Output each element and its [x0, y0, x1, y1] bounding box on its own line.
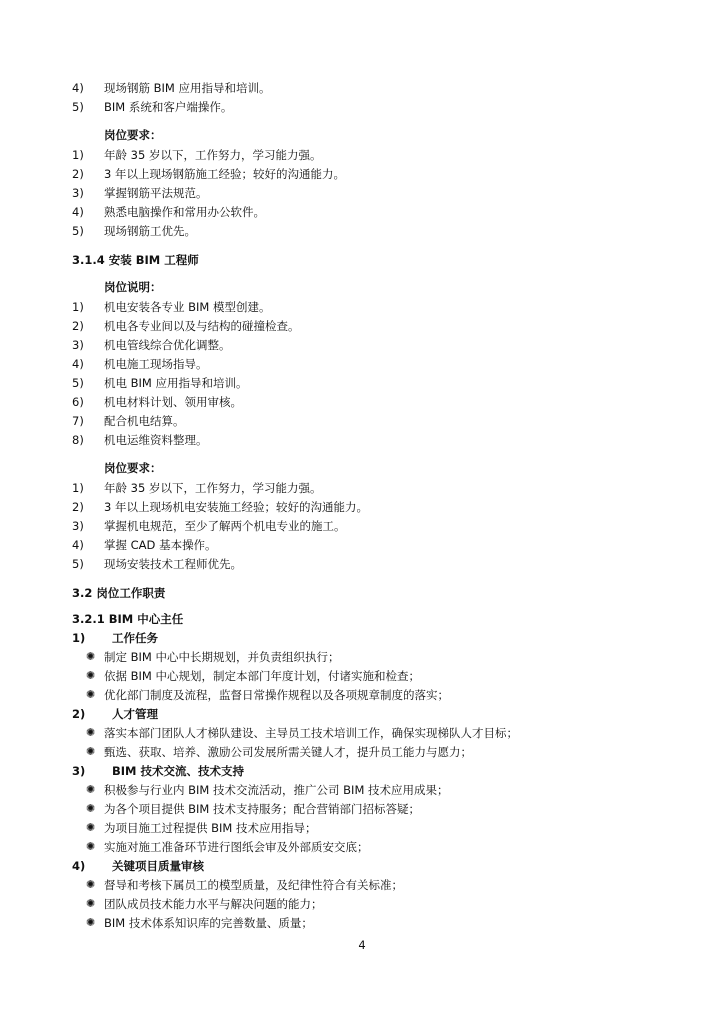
list-text: 掌握机电规范，至少了解两个机电专业的施工。: [104, 519, 346, 533]
bullet-icon: ✺: [86, 916, 96, 929]
list-text: 机电 BIM 应用指导和培训。: [104, 376, 248, 390]
group-title: BIM 技术交流、技术支持: [112, 764, 244, 778]
bullet-icon: ✺: [86, 669, 96, 682]
bullet-icon: ✺: [86, 688, 96, 701]
bullet-icon: ✺: [86, 878, 96, 891]
list-text: 现场钢筋 BIM 应用指导和培训。: [104, 81, 271, 95]
list-number: 5): [72, 557, 84, 571]
list-text: 掌握钢筋平法规范。: [104, 186, 208, 200]
list-number: 1): [72, 300, 84, 314]
bullet-icon: ✺: [86, 802, 96, 815]
list-text: 年龄 35 岁以下，工作努力，学习能力强。: [104, 481, 322, 495]
bullet-text: BIM 技术体系知识库的完善数量、质量；: [104, 916, 313, 930]
bullet-text: 团队成员技术能力水平与解决问题的能力；: [104, 897, 323, 911]
bullet-icon: ✺: [86, 726, 96, 739]
list-text: 年龄 35 岁以下，工作努力，学习能力强。: [104, 148, 322, 162]
requirements-label: 岗位要求：: [104, 128, 162, 142]
list-number: 2): [72, 167, 84, 181]
description-label: 岗位说明：: [104, 280, 162, 294]
group-number: 3): [72, 764, 86, 778]
list-text: 现场安装技术工程师优先。: [104, 557, 242, 571]
bullet-icon: ✺: [86, 840, 96, 853]
list-number: 3): [72, 186, 84, 200]
list-number: 3): [72, 338, 84, 352]
list-number: 4): [72, 81, 84, 95]
list-number: 1): [72, 148, 84, 162]
bullet-icon: ✺: [86, 897, 96, 910]
list-text: 掌握 CAD 基本操作。: [104, 538, 217, 552]
bullet-icon: ✺: [86, 783, 96, 796]
list-number: 8): [72, 433, 84, 447]
group-number: 4): [72, 859, 86, 873]
list-text: 机电材料计划、领用审核。: [104, 395, 242, 409]
list-number: 2): [72, 500, 84, 514]
group-number: 2): [72, 707, 86, 721]
list-text: 机电运维资料整理。: [104, 433, 208, 447]
list-text: 机电各专业间以及与结构的碰撞检查。: [104, 319, 300, 333]
bullet-text: 甄选、获取、培养、激励公司发展所需关键人才，提升员工能力与愿力；: [104, 745, 472, 759]
bullet-text: 督导和考核下属员工的模型质量，及纪律性符合有关标准；: [104, 878, 403, 892]
group-number: 1): [72, 631, 86, 645]
bullet-icon: ✺: [86, 821, 96, 834]
list-text: 现场钢筋工优先。: [104, 224, 196, 238]
section-heading: 3.2 岗位工作职责: [72, 586, 166, 600]
list-text: 配合机电结算。: [104, 414, 185, 428]
list-text: 3 年以上现场钢筋施工经验；较好的沟通能力。: [104, 167, 345, 181]
list-number: 5): [72, 100, 84, 114]
bullet-text: 制定 BIM 中心中长期规划，并负责组织执行；: [104, 650, 340, 664]
bullet-text: 为各个项目提供 BIM 技术支持服务；配合营销部门招标答疑；: [104, 802, 421, 816]
list-text: 机电安装各专业 BIM 模型创建。: [104, 300, 271, 314]
list-number: 7): [72, 414, 84, 428]
bullet-text: 优化部门制度及流程，监督日常操作规程以及各项规章制度的落实；: [104, 688, 449, 702]
list-number: 4): [72, 205, 84, 219]
group-title: 关键项目质量审核: [112, 859, 204, 873]
bullet-text: 落实本部门团队人才梯队建设、主导员工技术培训工作，确保实现梯队人才目标；: [104, 726, 518, 740]
list-text: 机电管线综合优化调整。: [104, 338, 231, 352]
bullet-text: 实施对施工准备环节进行图纸会审及外部质安交底；: [104, 840, 369, 854]
bullet-text: 为项目施工过程提供 BIM 技术应用指导；: [104, 821, 317, 835]
list-number: 6): [72, 395, 84, 409]
bullet-icon: ✺: [86, 650, 96, 663]
list-number: 3): [72, 519, 84, 533]
bullet-text: 积极参与行业内 BIM 技术交流活动，推广公司 BIM 技术应用成果；: [104, 783, 449, 797]
subsection-heading: 3.2.1 BIM 中心主任: [72, 612, 184, 626]
list-number: 2): [72, 319, 84, 333]
list-text: BIM 系统和客户端操作。: [104, 100, 233, 114]
section-heading: 3.1.4 安装 BIM 工程师: [72, 253, 199, 267]
bullet-icon: ✺: [86, 745, 96, 758]
list-number: 4): [72, 538, 84, 552]
list-number: 1): [72, 481, 84, 495]
list-text: 3 年以上现场机电安装施工经验；较好的沟通能力。: [104, 500, 368, 514]
list-number: 5): [72, 224, 84, 238]
list-text: 机电施工现场指导。: [104, 357, 208, 371]
list-text: 熟悉电脑操作和常用办公软件。: [104, 205, 265, 219]
group-title: 人才管理: [112, 707, 158, 721]
requirements-label: 岗位要求：: [104, 461, 162, 475]
bullet-text: 依据 BIM 中心规划，制定本部门年度计划，付诸实施和检查；: [104, 669, 421, 683]
page-number: 4: [358, 938, 366, 952]
group-title: 工作任务: [112, 631, 158, 645]
list-number: 4): [72, 357, 84, 371]
list-number: 5): [72, 376, 84, 390]
